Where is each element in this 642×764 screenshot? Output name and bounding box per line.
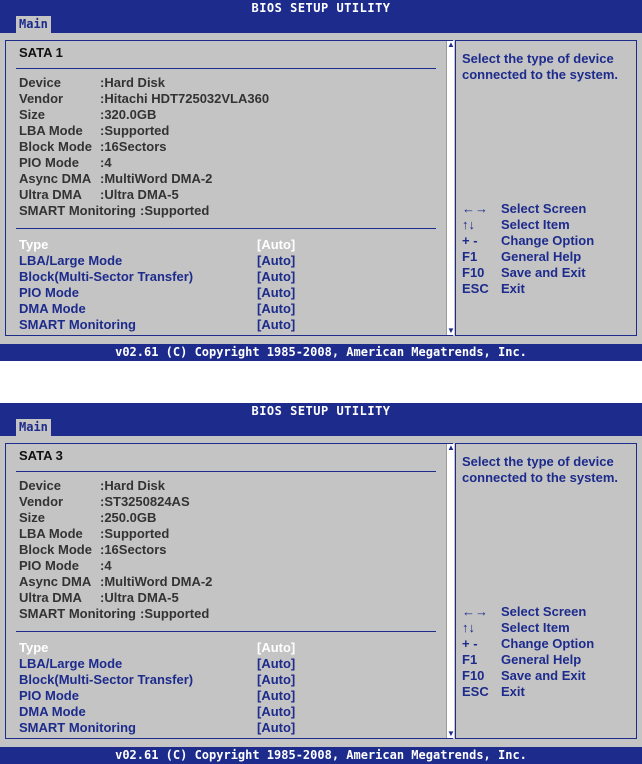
info-label: LBA Mode <box>19 123 83 138</box>
info-label: Async DMA <box>19 574 92 589</box>
key-select-screen <box>462 604 636 620</box>
info-value: :Hitachi HDT725032VLA360 <box>100 91 270 106</box>
copyright-footer: v02.61 (C) Copyright 1985-2008, American Megatrends, Inc. <box>0 747 642 764</box>
key-symbol: + - <box>462 636 478 651</box>
info-value: :250.0GB <box>100 510 157 525</box>
info-label: Vendor <box>19 494 64 509</box>
info-label: Async DMA <box>19 171 92 186</box>
option-label: PIO Mode <box>19 285 79 300</box>
info-value: :Supported <box>100 526 170 541</box>
key-desc: Save and Exit <box>501 265 586 280</box>
info-row-ultra-dma <box>19 187 439 203</box>
arrows-left-right-icon: ←→ <box>462 201 488 216</box>
help-panel <box>455 443 637 739</box>
key-save-exit <box>462 668 636 684</box>
scroll-up-icon[interactable]: ▲ <box>447 40 455 49</box>
info-value: :MultiWord DMA-2 <box>100 171 213 186</box>
option-value: [Auto] <box>257 301 296 316</box>
bios-title: BIOS SETUP UTILITY <box>0 0 642 16</box>
key-general-help <box>462 249 636 265</box>
info-row-block-mode <box>19 542 439 558</box>
option-list <box>19 237 439 333</box>
scrollbar[interactable] <box>446 444 454 738</box>
key-symbol: ESC <box>462 281 489 296</box>
option-dma-mode[interactable] <box>19 301 439 317</box>
option-value: [Auto] <box>257 237 296 252</box>
info-row-smart-monitoring <box>19 606 439 622</box>
option-value: [Auto] <box>257 672 296 687</box>
option-label: Type <box>19 640 49 655</box>
info-value: :16Sectors <box>100 542 167 557</box>
info-label: Size <box>19 107 46 122</box>
key-desc: Exit <box>501 684 525 699</box>
help-panel <box>455 40 637 336</box>
info-value: :MultiWord DMA-2 <box>100 574 213 589</box>
help-text: Select the type of device connected to the system. <box>462 51 619 82</box>
key-desc: Exit <box>501 281 525 296</box>
info-label: Vendor <box>19 91 64 106</box>
info-label: PIO Mode <box>19 155 79 170</box>
option-label: Type <box>19 237 49 252</box>
info-value: :16Sectors <box>100 139 167 154</box>
info-row-async-dma <box>19 574 439 590</box>
key-desc: Select Screen <box>501 201 587 216</box>
info-label: Ultra DMA <box>19 590 82 605</box>
info-row-vendor <box>19 494 439 510</box>
section-title: SATA 1 <box>19 45 63 60</box>
option-smart-monitoring[interactable] <box>19 720 439 736</box>
key-desc: Save and Exit <box>501 668 586 683</box>
tab-main[interactable]: Main <box>16 419 51 436</box>
option-smart-monitoring[interactable] <box>19 317 439 333</box>
device-info <box>19 478 439 622</box>
info-row-size <box>19 510 439 526</box>
key-change-option <box>462 233 636 249</box>
option-value: [Auto] <box>257 720 296 735</box>
key-symbol: F10 <box>462 265 485 280</box>
info-row-lba-mode <box>19 123 439 139</box>
device-info <box>19 75 439 219</box>
option-label: SMART Monitoring <box>19 720 136 735</box>
option-value: [Auto] <box>257 688 296 703</box>
info-label: Device <box>19 75 61 90</box>
option-label: Block(Multi-Sector Transfer) <box>19 672 194 687</box>
key-general-help <box>462 652 636 668</box>
info-row-lba-mode <box>19 526 439 542</box>
divider <box>16 631 436 632</box>
bios-title: BIOS SETUP UTILITY <box>0 403 642 419</box>
key-symbol: F1 <box>462 249 478 264</box>
scroll-thumb[interactable] <box>448 458 453 718</box>
menu-bar <box>0 419 642 436</box>
arrows-up-down-icon: ↑↓ <box>462 620 475 635</box>
key-exit <box>462 684 636 700</box>
option-lba-large-mode[interactable] <box>19 656 439 672</box>
info-label: LBA Mode <box>19 526 83 541</box>
key-desc: General Help <box>501 652 582 667</box>
scroll-down-icon[interactable]: ▼ <box>447 326 455 335</box>
info-row-ultra-dma <box>19 590 439 606</box>
divider <box>16 68 436 69</box>
option-type[interactable] <box>19 640 439 656</box>
option-value: [Auto] <box>257 285 296 300</box>
menu-bar <box>0 16 642 33</box>
scroll-down-icon[interactable]: ▼ <box>447 729 455 738</box>
key-legend <box>462 201 636 297</box>
tab-main[interactable]: Main <box>16 16 51 33</box>
info-label: SMART Monitoring <box>19 203 136 218</box>
key-legend <box>462 604 636 700</box>
key-select-item <box>462 217 636 233</box>
key-exit <box>462 281 636 297</box>
info-label: Block Mode <box>19 542 92 557</box>
key-desc: Select Item <box>501 217 570 232</box>
option-label: LBA/Large Mode <box>19 656 123 671</box>
scrollbar[interactable] <box>446 41 454 335</box>
option-pio-mode[interactable] <box>19 688 439 704</box>
key-symbol: F1 <box>462 652 478 667</box>
key-select-screen <box>462 201 636 217</box>
settings-panel <box>5 443 453 739</box>
bios-screen-sata3 <box>0 403 642 764</box>
info-label: Size <box>19 510 46 525</box>
info-label: Block Mode <box>19 139 92 154</box>
option-label: PIO Mode <box>19 688 79 703</box>
copyright-footer: v02.61 (C) Copyright 1985-2008, American Megatrends, Inc. <box>0 344 642 361</box>
option-block-multi-sector[interactable] <box>19 269 439 285</box>
info-value: :Hard Disk <box>100 478 166 493</box>
info-value: :Supported <box>139 606 210 621</box>
option-lba-large-mode[interactable] <box>19 253 439 269</box>
info-label: Ultra DMA <box>19 187 82 202</box>
option-value: [Auto] <box>257 656 296 671</box>
key-desc: Select Screen <box>501 604 587 619</box>
scroll-thumb[interactable] <box>448 55 453 315</box>
option-pio-mode[interactable] <box>19 285 439 301</box>
option-label: Block(Multi-Sector Transfer) <box>19 269 194 284</box>
info-row-pio-mode <box>19 155 439 171</box>
key-desc: Select Item <box>501 620 570 635</box>
info-row-device <box>19 478 439 494</box>
arrows-left-right-icon: ←→ <box>462 604 488 619</box>
option-label: SMART Monitoring <box>19 317 136 332</box>
scroll-up-icon[interactable]: ▲ <box>447 443 455 452</box>
option-block-multi-sector[interactable] <box>19 672 439 688</box>
key-symbol: ESC <box>462 684 489 699</box>
key-select-item <box>462 620 636 636</box>
key-save-exit <box>462 265 636 281</box>
bios-screen-sata1 <box>0 0 642 361</box>
info-label: SMART Monitoring <box>19 606 136 621</box>
info-row-async-dma <box>19 171 439 187</box>
option-label: DMA Mode <box>19 704 86 719</box>
key-change-option <box>462 636 636 652</box>
info-row-device <box>19 75 439 91</box>
info-value: :4 <box>100 558 112 573</box>
settings-panel <box>5 40 453 336</box>
info-label: Device <box>19 478 61 493</box>
info-row-size <box>19 107 439 123</box>
option-value: [Auto] <box>257 317 296 332</box>
info-value: :Supported <box>139 203 210 218</box>
info-value: :Hard Disk <box>100 75 166 90</box>
key-symbol: F10 <box>462 668 485 683</box>
option-type[interactable] <box>19 237 439 253</box>
info-row-block-mode <box>19 139 439 155</box>
section-title: SATA 3 <box>19 448 63 463</box>
info-row-smart-monitoring <box>19 203 439 219</box>
info-value: :Ultra DMA-5 <box>100 590 179 605</box>
help-text: Select the type of device connected to the system. <box>462 454 619 485</box>
info-value: :ST3250824AS <box>100 494 190 509</box>
info-label: PIO Mode <box>19 558 79 573</box>
info-value: :320.0GB <box>100 107 157 122</box>
key-desc: General Help <box>501 249 582 264</box>
option-value: [Auto] <box>257 253 296 268</box>
option-value: [Auto] <box>257 704 296 719</box>
option-value: [Auto] <box>257 640 296 655</box>
info-value: :Ultra DMA-5 <box>100 187 179 202</box>
info-row-vendor <box>19 91 439 107</box>
option-dma-mode[interactable] <box>19 704 439 720</box>
divider <box>16 471 436 472</box>
divider <box>16 228 436 229</box>
option-value: [Auto] <box>257 269 296 284</box>
key-desc: Change Option <box>501 233 595 248</box>
info-row-pio-mode <box>19 558 439 574</box>
arrows-up-down-icon: ↑↓ <box>462 217 475 232</box>
key-symbol: + - <box>462 233 478 248</box>
option-list <box>19 640 439 736</box>
info-value: :4 <box>100 155 112 170</box>
option-label: LBA/Large Mode <box>19 253 123 268</box>
key-desc: Change Option <box>501 636 595 651</box>
info-value: :Supported <box>100 123 170 138</box>
option-label: DMA Mode <box>19 301 86 316</box>
